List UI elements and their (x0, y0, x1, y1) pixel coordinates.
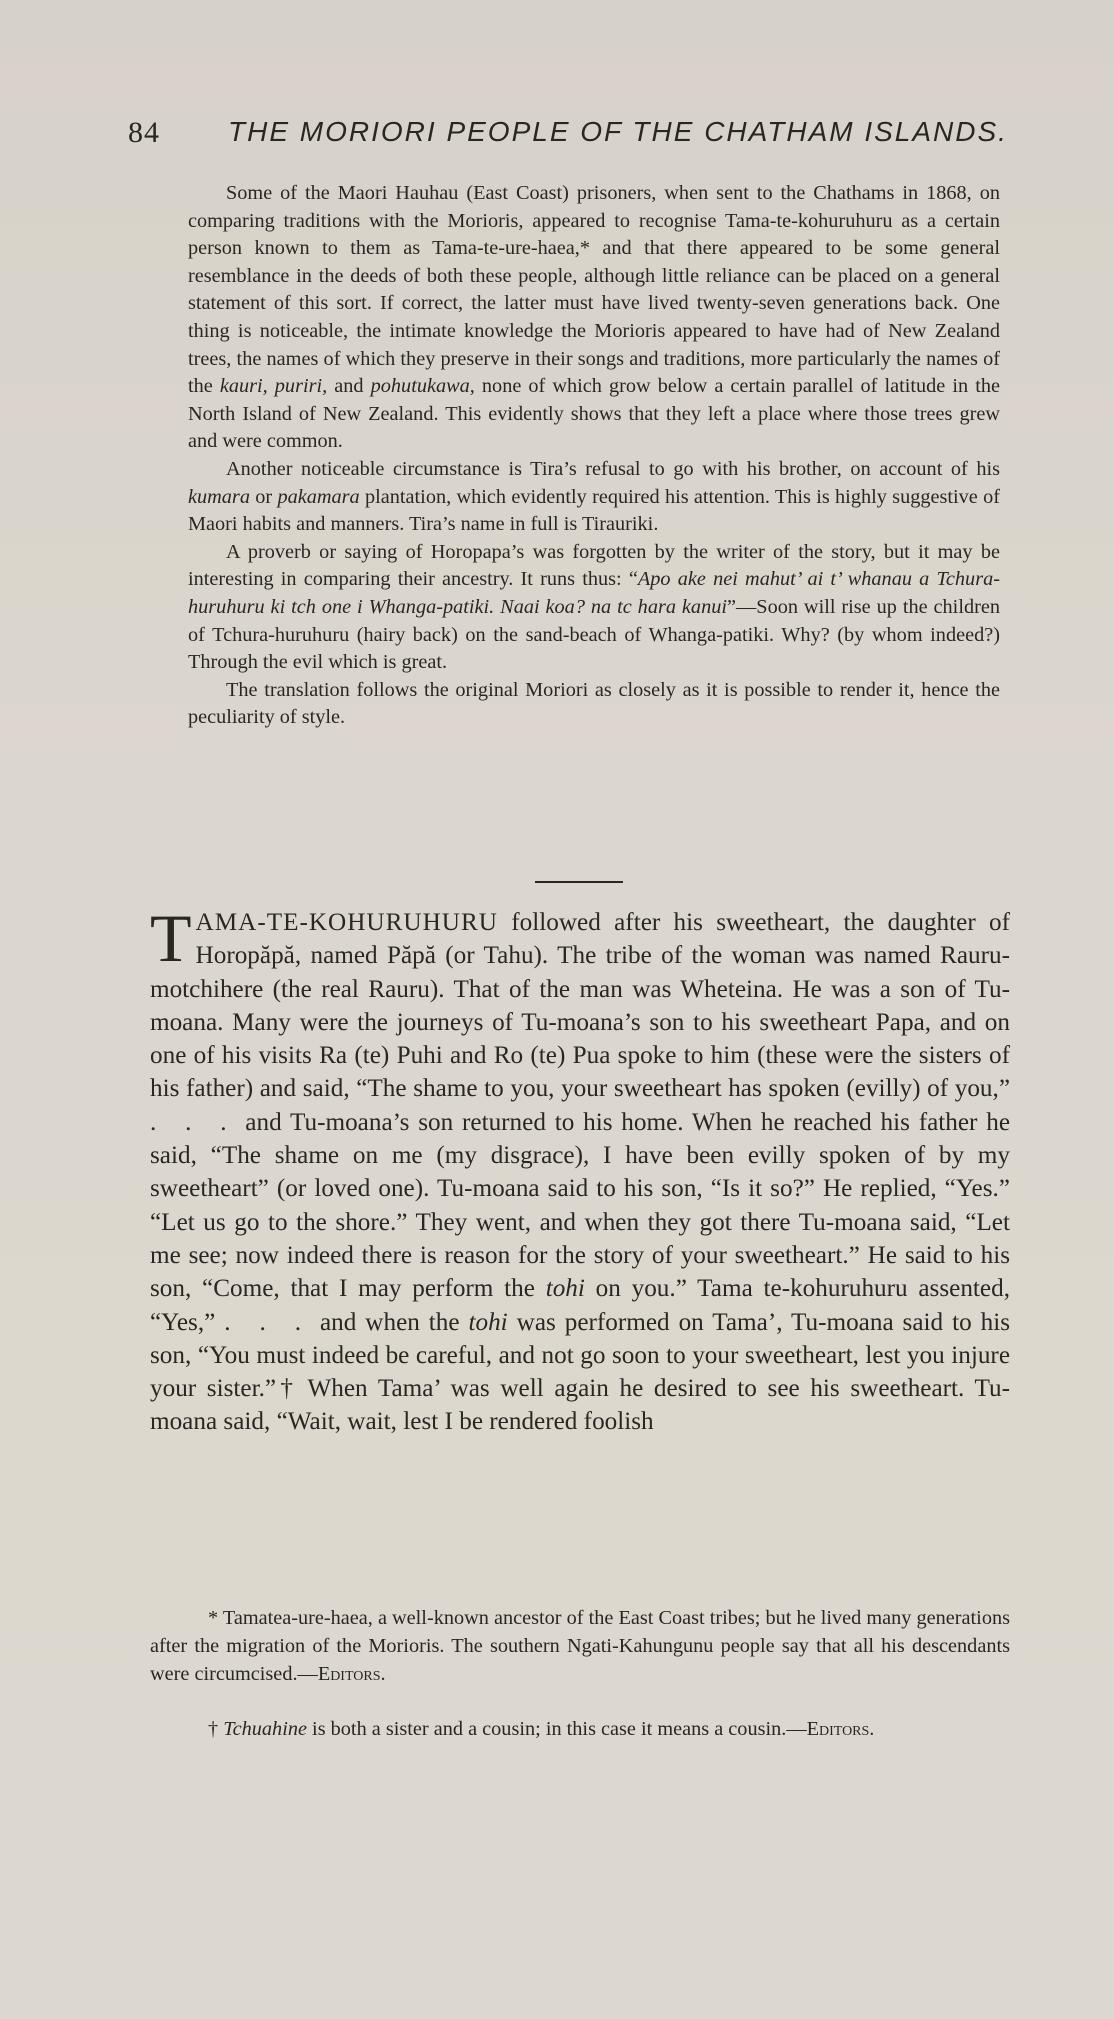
footnote-1: * Tamatea-ure-haea, a well-known ancestor of the East Coast tribes; but he lived many generations after the migration of the Morioris. The southern Ngati-Kahungunu people say that all his descendants were circumcised.—Editors. (150, 1607, 1010, 1686)
story-paragraph: TAMA-TE-KOHURUHURU followed after his sweetheart, the daughter of Horopăpă, named Păpă (or Tahu). The tribe of the woman was named Rauru-motchihere (the real Rauru). That of the man was Wheteina. He was a son of Tu-moana. Many were the journeys of Tu-moana’s son to his sweetheart Papa, and on one of his visits Ra (te) Puhi and Ro (te) Pua spoke to him (these were the sisters of his father) and said, “The shame to you, your sweetheart has spoken (evilly) of you,” . . . and Tu-moana’s son returned to his home. When he reached his father he said, “The shame on me (my disgrace), I have been evilly spoken of by my sweetheart” (or loved one). Tu-moana said to his son, “Is it so?” He replied, “Yes.” “Let us go to the shore.” They went, and when they got there Tu-moana said, “Let me see; now indeed there is reason for the story of your sweetheart.” He said to his son, “Come, that I may perform the tohi on you.” Tama te-kohuruhuru assented, “Yes,” . . . and when the tohi was performed on Tama’, Tu-moana said to his son, “You must indeed be careful, and not go soon to your sweetheart, lest you injure your sister.”† When Tama’ was well again he desired to see his sweetheart. Tu-moana said, “Wait, wait, lest I be rendered foolish (150, 900, 1011, 1436)
footnotes (150, 1604, 1010, 1743)
ellipsis: . . . (150, 1108, 237, 1136)
section-divider (535, 881, 623, 883)
story-lead: AMA-TE-KOHURUHURU (195, 909, 498, 936)
running-title: THE MORIORI PEOPLE OF THE CHATHAM ISLANDS. (228, 116, 1008, 147)
running-head (128, 116, 1008, 156)
drop-cap: T (150, 900, 192, 976)
intro-paragraph-2: Another noticeable circumstance is Tira’s refusal to go with his brother, on account of his kumara or pakamara plantation, which evidently required his attention. This is highly suggestive of Maori habits and manners. Tira’s name in full is Tirauriki. (188, 457, 1000, 536)
intro-paragraph-3: A proverb or saying of Horopapa’s was forgotten by the writer of the story, but it may be interesting in comparing their ancestry. It runs thus: “Apo ake nei mahut’ ai t’ whanau a Tchura-huruhuru ki tch one i Whanga-patiki. Naai koa? na tc hara kanui”—Soon will rise up the children of Tchura-huruhuru (hairy back) on the sand-beach of Whanga-patiki. Why? (by whom indeed?) Through the evil which is great. (188, 540, 1000, 674)
intro-paragraph-1: Some of the Maori Hauhau (East Coast) prisoners, when sent to the Chathams in 1868, on comparing traditions with the Morioris, appeared to recognise Tama-te-kohuruhuru as a certain person known to them as Tama-te-ure-haea,* and that there appeared to be some general resemblance in the deeds of both these people, although little reliance can be placed on a general statement of this sort. If correct, the latter must have lived twenty-seven generations back. One thing is noticeable, the intimate knowledge the Morioris appeared to have had of New Zealand trees, the names of which they preserve in their songs and traditions, more particularly the names of the kauri, puriri, and pohutukawa, none of which grow below a certain parallel of latitude in the North Island of New Zealand. This evidently shows that they left a place where those trees grew and were common. (188, 182, 1000, 453)
page-number: 84 (128, 116, 160, 149)
story-text (150, 900, 1011, 1439)
intro-paragraph-4: The translation follows the original Moriori as closely as it is possible to render it, hence the peculiarity of style. (188, 678, 1000, 729)
introductory-notes (188, 180, 1000, 732)
footnote-2: † Tchuahine is both a sister and a cousin; in this case it means a cousin.—Editors. (208, 1717, 875, 1740)
ellipsis: . . . (224, 1308, 312, 1336)
